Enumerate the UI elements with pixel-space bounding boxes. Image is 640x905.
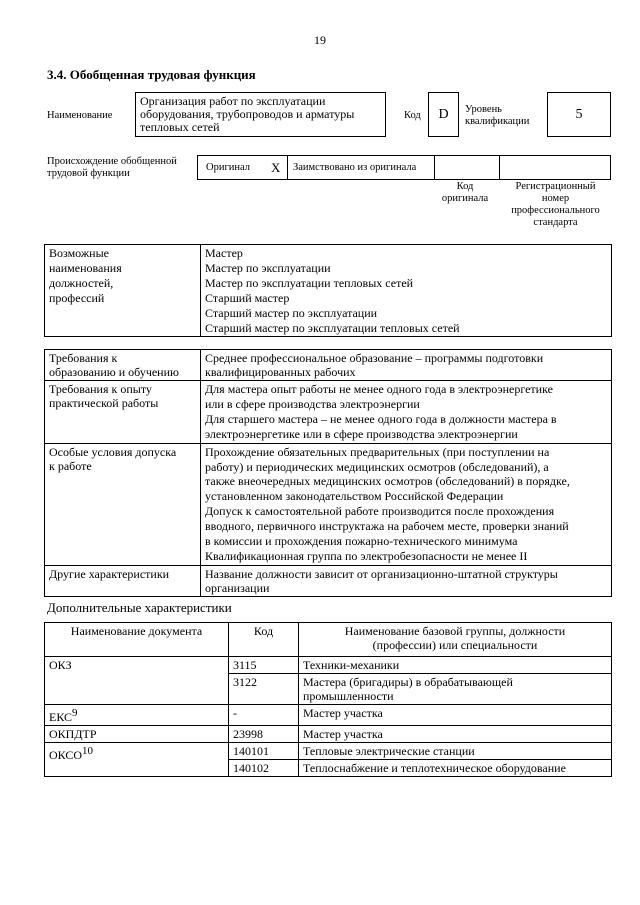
req-label-line: Требования к опыту xyxy=(49,382,152,396)
code-cell: 23998 xyxy=(229,726,299,743)
list-item: Старший мастер xyxy=(205,290,290,305)
name-line: Мастера (бригадиры) в обрабатывающей xyxy=(303,675,513,689)
req-line: организации xyxy=(205,580,270,595)
origin-reg-caption-line: профессионального xyxy=(511,205,600,216)
origin-original: Оригинал xyxy=(206,162,250,173)
doc-name: ОКПДТР xyxy=(49,727,97,741)
name-label: Наименование xyxy=(47,110,113,121)
req-value xyxy=(201,350,612,381)
req-line: в комиссии и прохождения пожарно-технического минимума xyxy=(205,534,518,549)
origin-code-caption-line: Код xyxy=(456,181,474,192)
positions-label-line: Возможные xyxy=(49,246,109,260)
req-line: электроэнергетике или в сфере производства электроэнергии xyxy=(205,426,518,441)
positions-label-line: наименования xyxy=(49,260,122,275)
table-row xyxy=(45,245,612,337)
req-line: также внеочередных медицинских осмотров (обследований) в порядке, xyxy=(205,474,570,489)
name-line: Тепловые электрические станции xyxy=(303,744,475,758)
code-cell: - xyxy=(229,705,299,726)
header-code: Код xyxy=(229,623,299,657)
req-label-line: Требования к xyxy=(49,351,118,365)
name-cell xyxy=(299,705,612,726)
name-cell xyxy=(299,760,612,777)
origin-code-caption-line: оригинала xyxy=(441,193,489,204)
req-label xyxy=(45,381,201,444)
footnote-ref: 9 xyxy=(72,707,78,719)
list-item: Старший мастер по эксплуатации тепловых сетей xyxy=(205,320,460,335)
name-line: Мастер участка xyxy=(303,727,383,741)
list-item: Мастер xyxy=(205,246,243,260)
code-cell: 140101 xyxy=(229,743,299,760)
positions-label xyxy=(45,245,201,337)
req-label-line: практической работы xyxy=(49,396,159,410)
doc-cell xyxy=(45,743,229,777)
req-line: вводного, первичного инструктажа на рабочем месте, проверки знаний xyxy=(205,519,569,534)
doc-cell xyxy=(45,726,229,743)
header-doc: Наименование документа xyxy=(45,623,229,657)
code-cell: 3115 xyxy=(229,657,299,674)
origin-label-line: трудовой функции xyxy=(47,168,130,179)
doc-cell xyxy=(45,705,229,726)
req-value xyxy=(201,443,612,565)
req-label-line: Особые условия допуска xyxy=(49,444,177,459)
table-row xyxy=(45,381,612,444)
req-line: Прохождение обязательных предварительных (при поступлении на xyxy=(205,444,550,459)
positions-list xyxy=(201,245,612,337)
table-row xyxy=(45,565,612,596)
origin-borrowed: Заимствовано из оригинала xyxy=(293,162,417,173)
origin-reg-caption xyxy=(500,181,611,229)
req-label xyxy=(45,350,201,381)
table-row xyxy=(45,726,612,743)
name-line: Теплоснабжение и теплотехническое оборудование xyxy=(303,761,566,775)
req-value xyxy=(201,565,612,596)
table-row xyxy=(45,743,612,760)
req-line: Название должности зависит от организационно-штатной структуры xyxy=(205,566,558,581)
doc-name: ОКЗ xyxy=(49,658,72,672)
origin-original-cell xyxy=(198,156,288,179)
table-row xyxy=(45,350,612,381)
code-cell: 3122 xyxy=(229,674,299,705)
req-line: Для старшего мастера – не менее одного года в должности мастера в xyxy=(205,411,557,426)
name-cell xyxy=(299,674,612,705)
doc-cell xyxy=(45,657,229,705)
name-cell xyxy=(299,657,612,674)
header-name xyxy=(299,623,612,657)
header-name-line: Наименование базовой группы, должности xyxy=(344,624,566,638)
req-label-line: к работе xyxy=(49,458,92,473)
table-header-row xyxy=(45,623,612,657)
origin-label xyxy=(47,156,177,180)
level-label-line: Уровень xyxy=(465,104,502,115)
footnote-ref: 10 xyxy=(82,745,94,757)
level-value: 5 xyxy=(575,106,583,122)
positions-label-line: профессий xyxy=(49,290,105,305)
page-number: 19 xyxy=(314,33,326,47)
code-label: Код xyxy=(404,110,421,121)
table-row xyxy=(45,657,612,674)
additional-table xyxy=(44,622,612,777)
req-line: или в сфере производства электроэнергии xyxy=(205,396,420,411)
req-label-line: Другие характеристики xyxy=(49,566,170,581)
doc-name: ЕКС xyxy=(49,710,73,724)
req-line: работу) и периодических медицинских осмотров (обследований), а xyxy=(205,459,549,474)
name-cell xyxy=(299,743,612,760)
name-line: Техники-механики xyxy=(303,658,400,672)
table-row xyxy=(45,443,612,565)
positions-label-line: должностей, xyxy=(49,275,114,290)
code-value: D xyxy=(438,106,449,122)
positions-table xyxy=(44,244,612,337)
name-value-line: оборудования, трубопроводов и арматуры xyxy=(140,107,355,121)
origin-reg-caption-line: Регистрационный xyxy=(515,181,596,192)
req-line: Допуск к самостоятельной работе производится после прохождения xyxy=(205,504,555,519)
origin-code-cell xyxy=(434,156,500,179)
level-label-line: квалификации xyxy=(465,116,530,127)
name-line: Мастер участка xyxy=(303,706,383,720)
origin-mark: X xyxy=(271,160,281,175)
origin-code-caption xyxy=(433,181,497,205)
section-title: 3.4. Обобщенная трудовая функция xyxy=(47,67,256,82)
req-line: Среднее профессиональное образование – программы подготовки xyxy=(205,351,544,365)
name-value-box xyxy=(135,92,386,137)
list-item: Мастер по эксплуатации xyxy=(205,260,331,275)
level-label xyxy=(465,104,529,128)
list-item: Старший мастер по эксплуатации xyxy=(205,305,378,320)
req-line: Квалификационная группа по электробезопасности не менее II xyxy=(205,548,528,563)
name-value-line: тепловых сетей xyxy=(140,120,220,134)
code-value-box xyxy=(428,92,459,137)
doc-name: ОКСО xyxy=(49,748,83,762)
level-value-box xyxy=(547,92,611,137)
name-line: промышленности xyxy=(303,689,394,703)
req-label xyxy=(45,443,201,565)
additional-title: Дополнительные характеристики xyxy=(47,600,232,615)
req-value xyxy=(201,381,612,444)
origin-reg-caption-line: номер xyxy=(541,193,570,204)
req-label xyxy=(45,565,201,596)
name-cell xyxy=(299,726,612,743)
requirements-table xyxy=(44,349,612,597)
code-cell: 140102 xyxy=(229,760,299,777)
origin-reg-caption-line: стандарта xyxy=(533,217,578,228)
list-item: Мастер по эксплуатации тепловых сетей xyxy=(205,275,414,290)
req-line: квалифицированных рабочих xyxy=(205,365,356,379)
origin-label-line: Происхождение обобщенной xyxy=(47,156,177,167)
header-name-line: (профессии) или специальности xyxy=(372,638,538,652)
req-line: Для мастера опыт работы не менее одного года в электроэнергетике xyxy=(205,382,553,396)
table-row xyxy=(45,705,612,726)
req-label-line: образованию и обучению xyxy=(49,365,179,379)
req-line: установленном законодательством Российской Федерации xyxy=(205,489,504,504)
origin-box xyxy=(197,155,611,180)
name-value-line: Организация работ по эксплуатации xyxy=(140,94,326,108)
